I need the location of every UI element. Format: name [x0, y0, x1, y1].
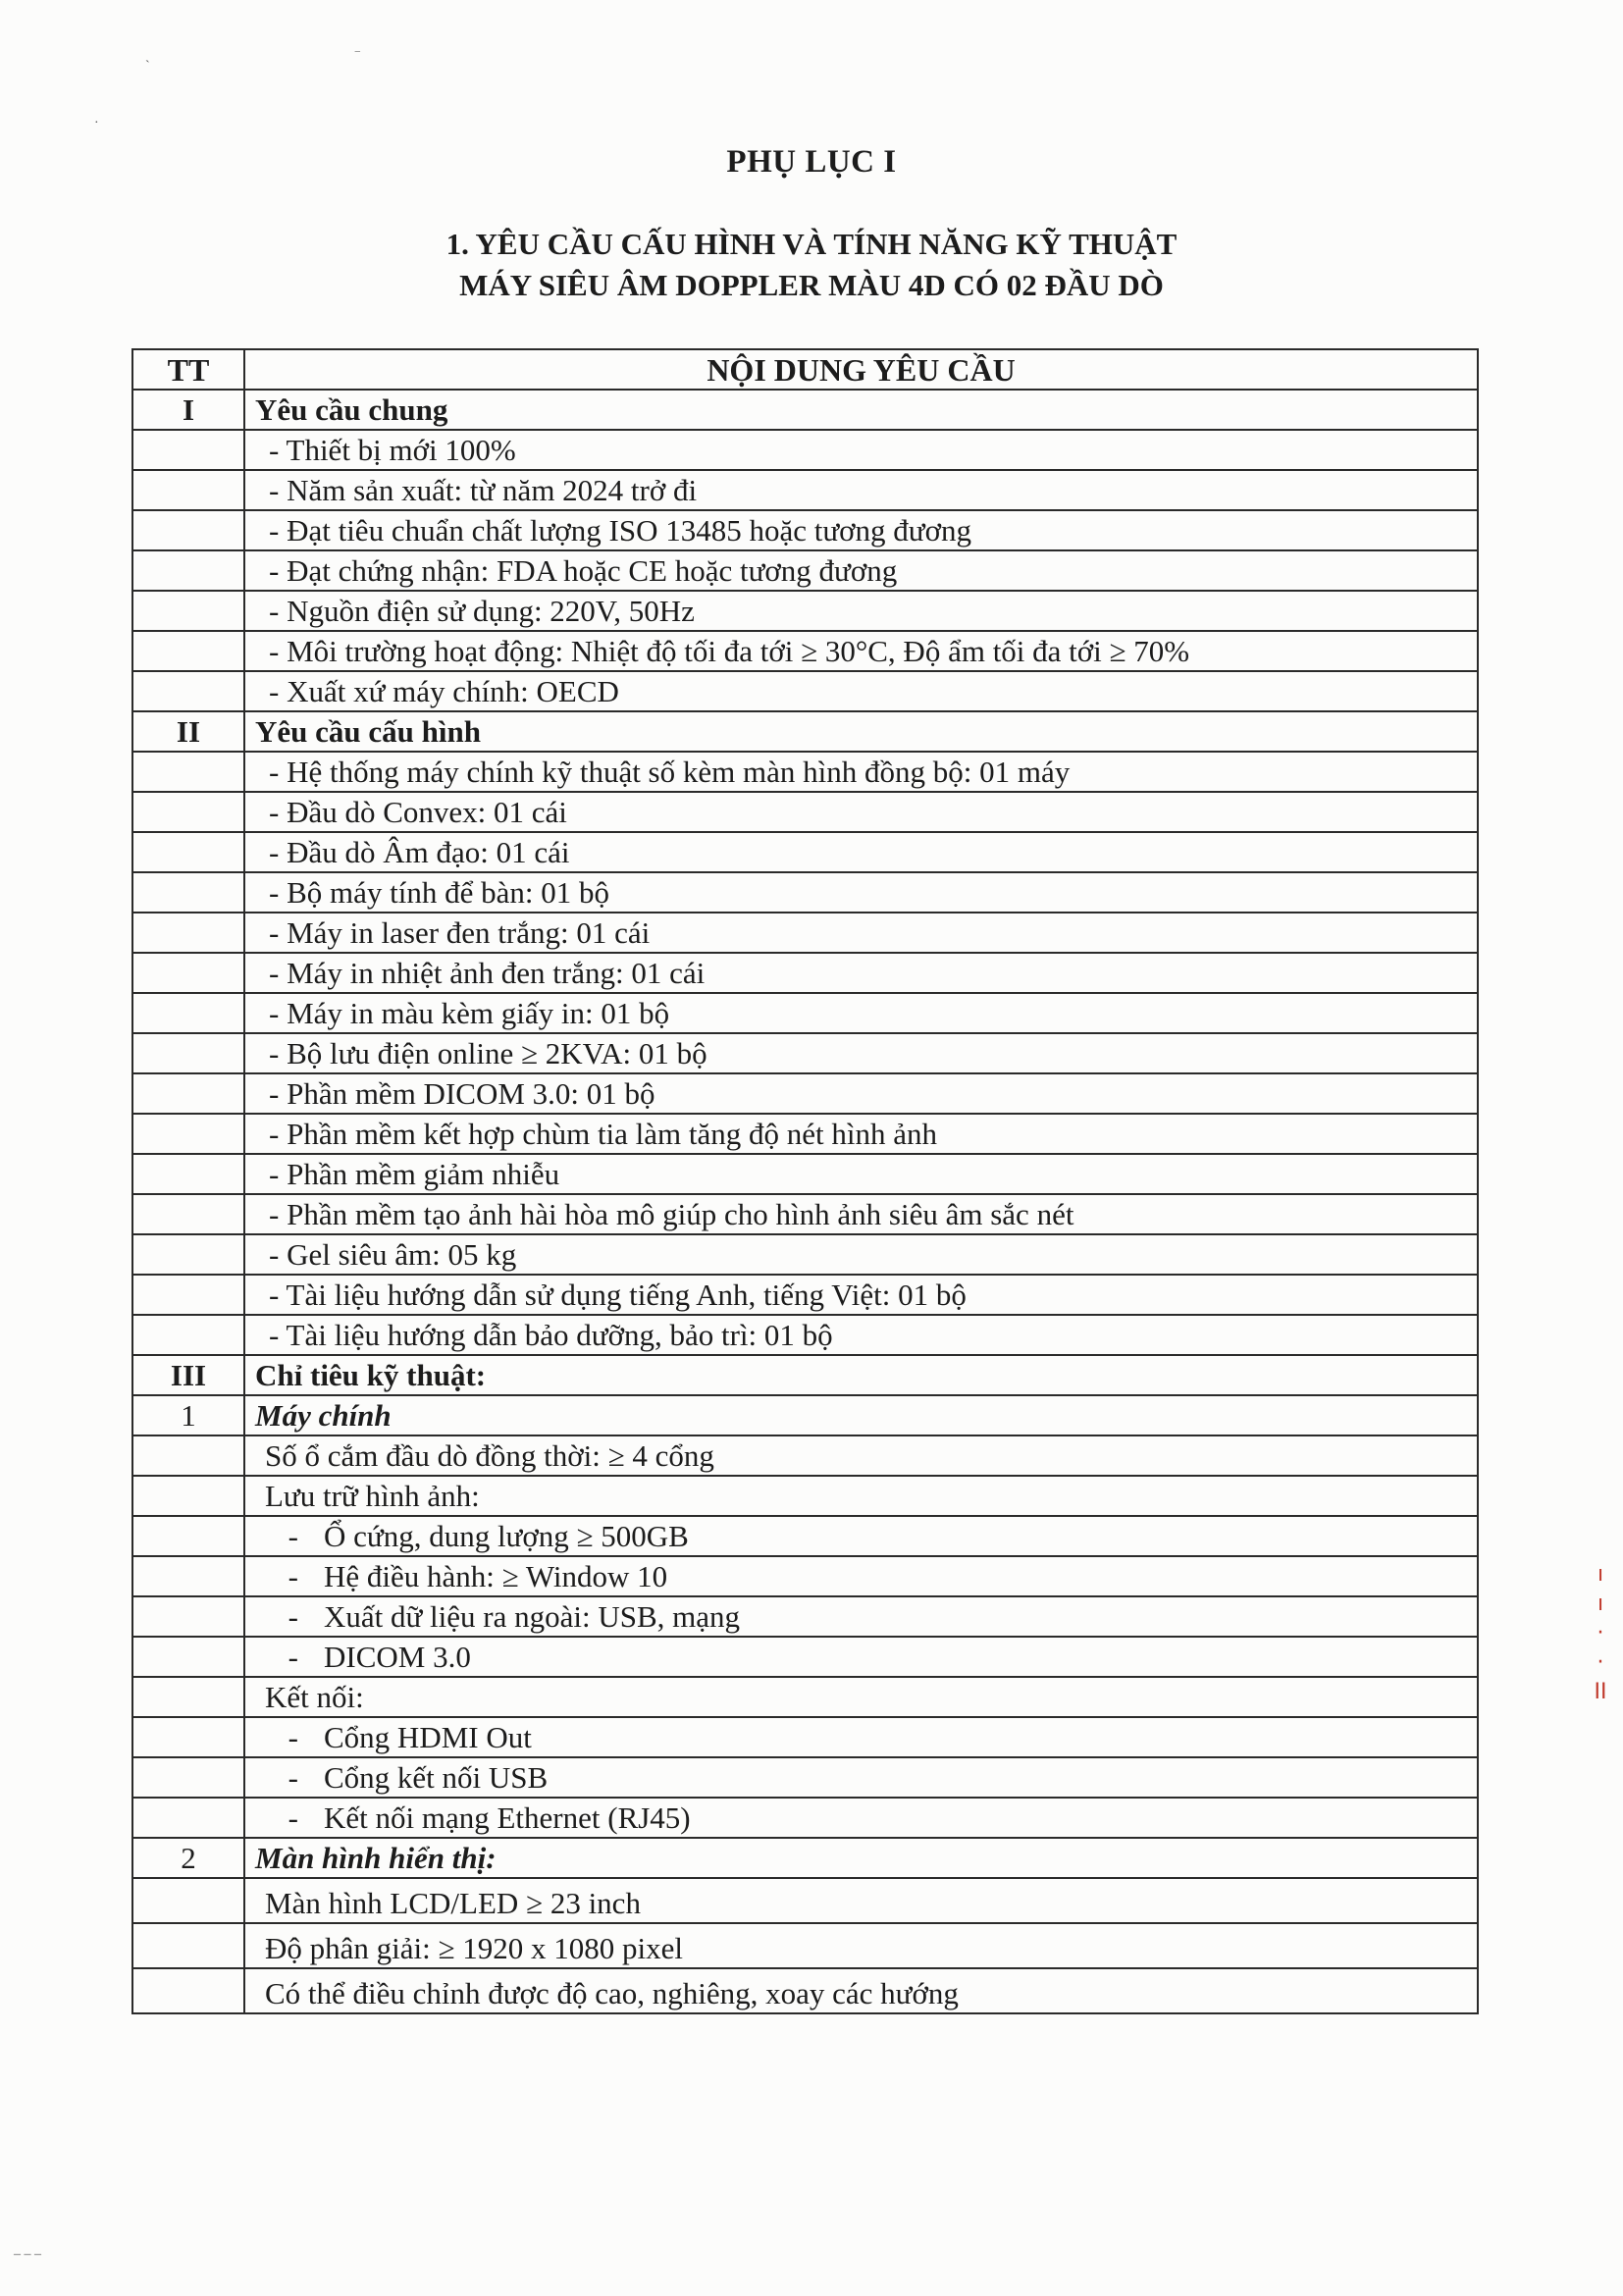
table-header-row	[132, 349, 1478, 390]
table-row	[132, 1073, 1478, 1114]
table-row	[132, 470, 1478, 510]
row-number	[132, 550, 244, 591]
table-row	[132, 1717, 1478, 1757]
requirement-text: - Máy in màu kèm giấy in: 01 bộ	[244, 993, 1478, 1033]
appendix-title: PHỤ LỤC I	[726, 144, 897, 180]
row-number	[132, 1878, 244, 1923]
table-row	[132, 1234, 1478, 1275]
row-number	[132, 1476, 244, 1516]
table-row	[132, 832, 1478, 872]
table-row	[132, 1395, 1478, 1435]
row-number	[132, 832, 244, 872]
bullet-text: Hệ điều hành: ≥ Window 10	[324, 1559, 668, 1593]
table-row	[132, 671, 1478, 711]
row-number	[132, 1968, 244, 2013]
table-row	[132, 1315, 1478, 1355]
requirement-text: - Môi trường hoạt động: Nhiệt độ tối đa tới ≥ 30°C, Độ ẩm tối đa tới ≥ 70%	[244, 631, 1478, 671]
row-number	[132, 953, 244, 993]
bullet-dash: -	[288, 1640, 298, 1674]
row-number	[132, 1596, 244, 1637]
table-row	[132, 1878, 1478, 1923]
scan-speck: ‾	[355, 51, 360, 66]
row-number	[132, 1556, 244, 1596]
table-row	[132, 993, 1478, 1033]
table-row	[132, 1154, 1478, 1194]
bullet-dash: -	[288, 1599, 298, 1634]
requirement-text: Số ổ cắm đầu dò đồng thời: ≥ 4 cổng	[244, 1435, 1478, 1476]
requirement-text: - Phần mềm kết hợp chùm tia làm tăng độ nét hình ảnh	[244, 1114, 1478, 1154]
row-number	[132, 1435, 244, 1476]
row-number	[132, 671, 244, 711]
table-row	[132, 1275, 1478, 1315]
requirement-text: - Gel siêu âm: 05 kg	[244, 1234, 1478, 1275]
row-number	[132, 1757, 244, 1798]
table-row	[132, 1114, 1478, 1154]
document-heading	[0, 224, 1623, 306]
requirement-text: - Phần mềm DICOM 3.0: 01 bộ	[244, 1073, 1478, 1114]
margin-stamp-mark: ı ı · · ⅠⅠ	[1594, 1562, 1607, 1704]
table-row	[132, 913, 1478, 953]
row-number	[132, 1717, 244, 1757]
row-number: 2	[132, 1838, 244, 1878]
table-row	[132, 1757, 1478, 1798]
heading-line: MÁY SIÊU ÂM DOPPLER MÀU 4D CÓ 02 ĐẦU DÒ	[459, 268, 1164, 302]
row-number	[132, 792, 244, 832]
requirement-text: - Đầu dò Convex: 01 cái	[244, 792, 1478, 832]
bullet-item	[244, 1596, 1478, 1637]
table-row	[132, 1838, 1478, 1878]
scan-speck: ·	[94, 116, 99, 130]
section-title: Yêu cầu chung	[244, 390, 1478, 430]
row-number	[132, 1798, 244, 1838]
bullet-item	[244, 1637, 1478, 1677]
table-row	[132, 1556, 1478, 1596]
requirement-text: - Năm sản xuất: từ năm 2024 trở đi	[244, 470, 1478, 510]
requirement-text: Độ phân giải: ≥ 1920 x 1080 pixel	[244, 1923, 1478, 1968]
requirement-text: - Máy in laser đen trắng: 01 cái	[244, 913, 1478, 953]
bullet-text: Xuất dữ liệu ra ngoài: USB, mạng	[324, 1599, 741, 1634]
requirements-table	[131, 348, 1479, 2014]
row-number	[132, 1923, 244, 1968]
column-header-content: NỘI DUNG YÊU CẦU	[244, 349, 1478, 390]
requirement-text: - Tài liệu hướng dẫn sử dụng tiếng Anh, tiếng Việt: 01 bộ	[244, 1275, 1478, 1315]
bullet-text: DICOM 3.0	[324, 1640, 471, 1674]
table-row	[132, 1798, 1478, 1838]
table-row	[132, 591, 1478, 631]
bullet-dash: -	[288, 1559, 298, 1593]
requirement-text: - Phần mềm giảm nhiễu	[244, 1154, 1478, 1194]
table-row	[132, 1355, 1478, 1395]
row-number	[132, 993, 244, 1033]
row-number	[132, 1516, 244, 1556]
section-title: Yêu cầu cấu hình	[244, 711, 1478, 752]
requirement-text: Lưu trữ hình ảnh:	[244, 1476, 1478, 1516]
requirement-text: - Bộ máy tính để bàn: 01 bộ	[244, 872, 1478, 913]
row-number	[132, 1194, 244, 1234]
subsection-title: Màn hình hiển thị:	[244, 1838, 1478, 1878]
row-number	[132, 1073, 244, 1114]
bullet-text: Kết nối mạng Ethernet (RJ45)	[324, 1800, 691, 1835]
requirement-text: - Nguồn điện sử dụng: 220V, 50Hz	[244, 591, 1478, 631]
scan-speck: ˋ	[145, 59, 150, 74]
row-number: II	[132, 711, 244, 752]
table-row	[132, 1923, 1478, 1968]
bullet-dash: -	[288, 1720, 298, 1754]
table-row	[132, 390, 1478, 430]
bullet-item	[244, 1556, 1478, 1596]
table-row	[132, 430, 1478, 470]
subsection-title: Máy chính	[244, 1395, 1478, 1435]
table-row	[132, 872, 1478, 913]
bullet-item	[244, 1757, 1478, 1798]
section-title: Chỉ tiêu kỹ thuật:	[244, 1355, 1478, 1395]
table-row	[132, 550, 1478, 591]
row-number	[132, 1677, 244, 1717]
table-row	[132, 1516, 1478, 1556]
row-number	[132, 631, 244, 671]
row-number	[132, 1033, 244, 1073]
requirement-text: - Đạt tiêu chuẩn chất lượng ISO 13485 hoặc tương đương	[244, 510, 1478, 550]
row-number	[132, 872, 244, 913]
row-number: III	[132, 1355, 244, 1395]
requirement-text: - Bộ lưu điện online ≥ 2KVA: 01 bộ	[244, 1033, 1478, 1073]
scan-speck: – – –	[14, 2247, 41, 2262]
table-row	[132, 711, 1478, 752]
table-row	[132, 1968, 1478, 2013]
row-number	[132, 1114, 244, 1154]
requirement-text: Kết nối:	[244, 1677, 1478, 1717]
table-row	[132, 792, 1478, 832]
requirement-text: - Phần mềm tạo ảnh hài hòa mô giúp cho hình ảnh siêu âm sắc nét	[244, 1194, 1478, 1234]
table-row	[132, 1194, 1478, 1234]
requirement-text: - Hệ thống máy chính kỹ thuật số kèm màn hình đồng bộ: 01 máy	[244, 752, 1478, 792]
requirement-text: - Đạt chứng nhận: FDA hoặc CE hoặc tương đương	[244, 550, 1478, 591]
bullet-dash: -	[288, 1760, 298, 1795]
table-row	[132, 510, 1478, 550]
requirement-text: - Tài liệu hướng dẫn bảo dưỡng, bảo trì: 01 bộ	[244, 1315, 1478, 1355]
requirement-text: - Đầu dò Âm đạo: 01 cái	[244, 832, 1478, 872]
row-number	[132, 510, 244, 550]
row-number	[132, 1275, 244, 1315]
requirement-text: - Xuất xứ máy chính: OECD	[244, 671, 1478, 711]
bullet-dash: -	[288, 1800, 298, 1835]
bullet-text: Cổng kết nối USB	[324, 1760, 549, 1795]
row-number	[132, 1154, 244, 1194]
bullet-item	[244, 1717, 1478, 1757]
row-number	[132, 1315, 244, 1355]
table-row	[132, 1596, 1478, 1637]
bullet-dash: -	[288, 1519, 298, 1553]
bullet-text: Cổng HDMI Out	[324, 1720, 532, 1754]
row-number	[132, 913, 244, 953]
requirement-text: - Thiết bị mới 100%	[244, 430, 1478, 470]
table-row	[132, 1435, 1478, 1476]
bullet-item	[244, 1798, 1478, 1838]
table-body	[132, 390, 1478, 2013]
table-row	[132, 1637, 1478, 1677]
row-number	[132, 470, 244, 510]
row-number: 1	[132, 1395, 244, 1435]
row-number	[132, 591, 244, 631]
row-number	[132, 1637, 244, 1677]
row-number	[132, 430, 244, 470]
row-number	[132, 752, 244, 792]
table-row	[132, 1677, 1478, 1717]
row-number: I	[132, 390, 244, 430]
requirement-text: Có thể điều chỉnh được độ cao, nghiêng, xoay các hướng	[244, 1968, 1478, 2013]
requirement-text: Màn hình LCD/LED ≥ 23 inch	[244, 1878, 1478, 1923]
table-row	[132, 953, 1478, 993]
bullet-text: Ổ cứng, dung lượng ≥ 500GB	[324, 1519, 689, 1553]
table-row	[132, 1476, 1478, 1516]
row-number	[132, 1234, 244, 1275]
column-header-tt: TT	[132, 349, 244, 390]
bullet-item	[244, 1516, 1478, 1556]
heading-line: 1. YÊU CẦU CẤU HÌNH VÀ TÍNH NĂNG KỸ THUẬT	[445, 227, 1178, 261]
table-row	[132, 1033, 1478, 1073]
table-row	[132, 752, 1478, 792]
requirement-text: - Máy in nhiệt ảnh đen trắng: 01 cái	[244, 953, 1478, 993]
table-row	[132, 631, 1478, 671]
